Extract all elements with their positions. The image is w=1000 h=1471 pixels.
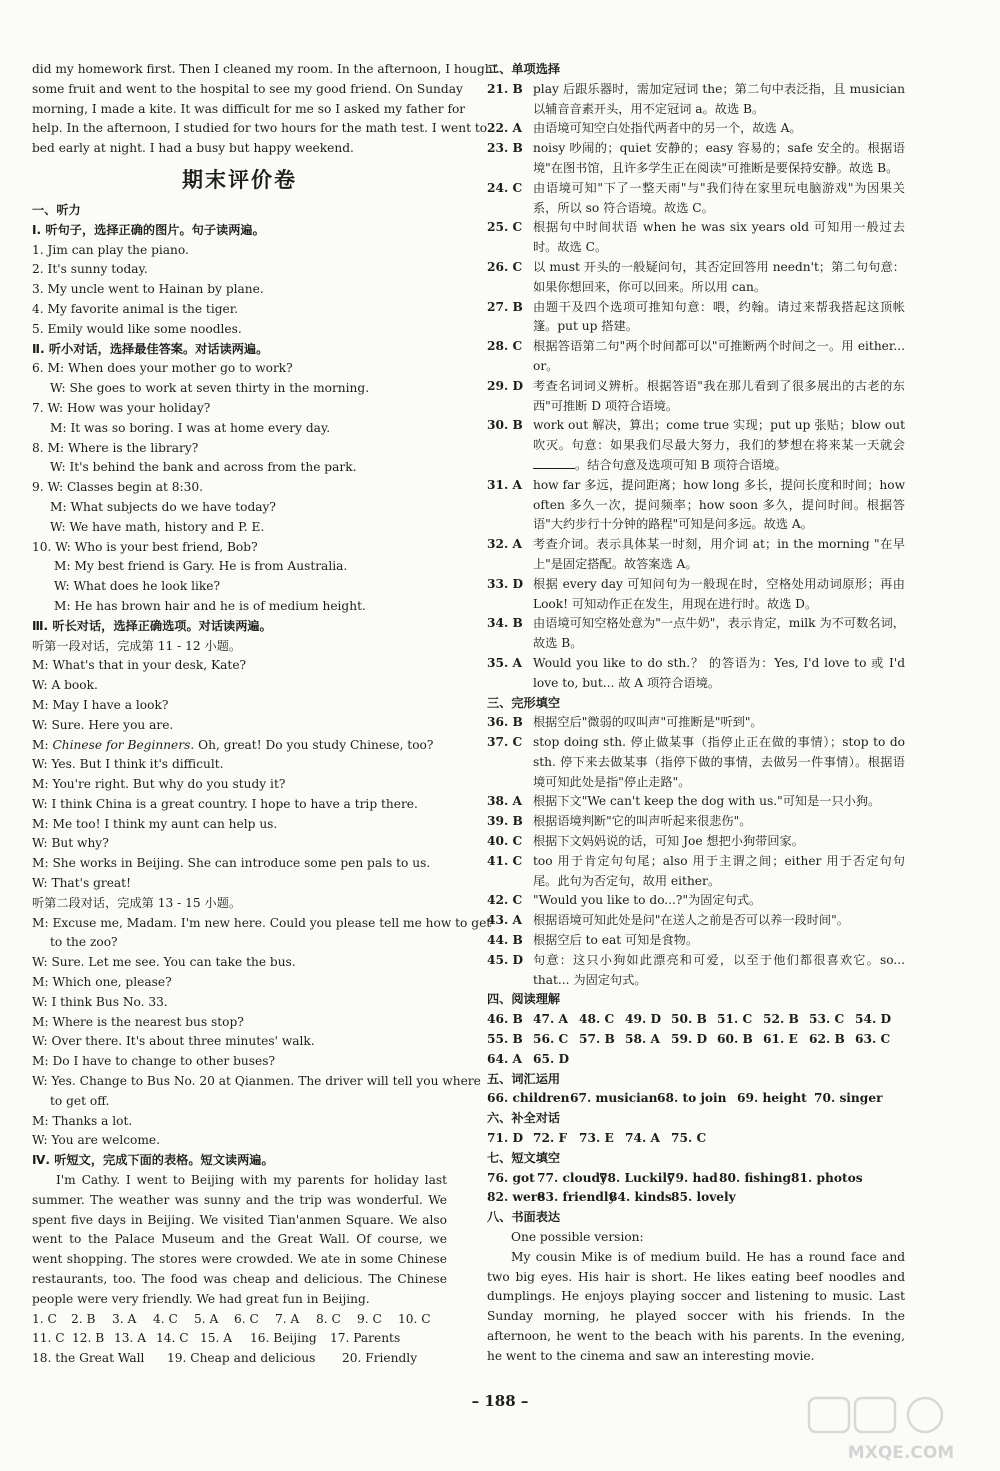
answer-cell: 82. were [487,1190,545,1205]
answer-cell: 71. D [487,1131,524,1146]
section-reading-heading: 四、阅读理解 [487,992,561,1007]
dialog-line: 8. M: Where is the library? [32,440,199,455]
dialog-line: 9. W: Classes begin at 8:30. [32,480,204,495]
dialog-line: W: Yes. Change to Bus No. 20 at Qianmen. The driver will tell you where [32,1074,481,1089]
answer-row [32,1349,447,1369]
answer-number: 42. C [487,893,523,908]
right-column [487,60,905,1367]
answer-cell: 46. B [487,1012,523,1027]
answer-cell: 5. A [194,1311,219,1326]
answer-explanation: 由语境可知空格处意为"一点牛奶"，表示肯定，milk 为不可数名词，故选 B。 [533,616,905,651]
answer-explanation: 根据语境可知此处是问"在送人之前是否可以养一段时间"。 [533,913,849,928]
dialog-line: W: But why? [32,836,109,851]
dialog-line: M: Where is the nearest bus stop? [32,1014,244,1029]
answer-cell: 83. friendly [537,1190,616,1205]
dialog-line: W: We have math, history and P. E. [50,519,265,534]
writing-intro: One possible version: [511,1230,644,1245]
answer-cell: 55. B [487,1032,523,1047]
answer-explanation: Would you like to do sth.？ 的答语为：Yes, I'd love to 或 I'd love to, but... 故 A 项符合语境。 [533,655,905,690]
page-number: – 188 – [471,1392,529,1410]
sentence-line: 3. My uncle went to Hainan by plane. [32,282,264,297]
answer-cell: 2. B [71,1311,96,1326]
dialog-line: M: You're right. But why do you study it? [32,777,286,792]
dialog-line: W: It's behind the bank and across from the park. [50,460,357,475]
section-writing-heading: 八、书面表达 [487,1210,561,1225]
answer-number: 40. C [487,834,523,849]
answer-cell: 3. A [112,1311,137,1326]
answer-item [487,891,905,911]
answer-number: 21. B [487,81,523,96]
answer-item [487,298,905,338]
section-dialog-heading: 六、补全对话 [487,1111,561,1126]
answer-cell: 1. C [32,1311,57,1326]
answer-item [487,832,905,852]
answer-cell: 78. Luckily [599,1170,675,1185]
answer-item [487,614,905,654]
answer-item [487,852,905,892]
dialog-line: W: What does he look like? [54,579,221,594]
answer-cell: 19. Cheap and delicious [167,1351,316,1366]
answer-row [487,1129,905,1149]
part3-heading: Ⅲ. 听长对话，选择正确选项。对话读两遍。 [32,618,272,633]
answer-item [487,476,905,535]
dialog-answers [487,1129,905,1149]
sentence-line: 5. Emily would like some noodles. [32,321,242,336]
answer-row [487,1050,905,1070]
answer-cell: 77. cloudy [537,1170,608,1185]
exam-title: 期末评价卷 [182,167,297,192]
part2-heading: Ⅱ. 听小对话，选择最佳答案。对话读两遍。 [32,341,269,356]
answer-number: 45. D [487,952,524,967]
dialog-line: M: It was so boring. I was at home every day. [50,420,331,435]
text-line: bed early at night. I had a busy but happy weekend. [32,141,354,156]
dialog-line: M: What's that in your desk, Kate? [32,658,247,673]
answer-explanation: 根据空后"微弱的叹叫声"可推断是"听到"。 [533,715,763,730]
answer-explanation: 根据句中时间状语 when he was six years old 可知用一般过去时。故选 C。 [533,220,905,255]
answer-cell: 53. C [809,1012,845,1027]
answer-explanation: play 后跟乐器时，需加定冠词 the；第二句中表泛指，且 musician 以辅音音素开头，用不定冠词 a。故选 B。 [533,81,905,116]
answer-item [487,792,905,812]
dialog-line: 10. W: Who is your best friend, Bob? [32,539,258,554]
answer-cell: 85. lovely [671,1190,736,1205]
answer-row [487,1010,905,1030]
text-line: morning, I made a kite. It was difficult for me so I asked my father for [32,101,466,116]
answer-explanation: 以 must 开头的一般疑问句，其否定回答用 needn't；第二句句意：如果你想回来，你可以回来。所以用 can。 [533,259,905,294]
answer-explanation: 由语境可知"下了一整天雨"与"我们待在家里玩电脑游戏"为因果关系，所以 so 符合语境。故选 C。 [533,180,905,215]
text-line: help. In the afternoon, I studied for two hours for the math test. I went to [32,121,488,136]
cloze-answers [487,713,905,990]
dialog2-heading: 听第二段对话，完成第 13 - 15 小题。 [32,895,242,910]
answer-cell: 18. the Great Wall [32,1351,145,1366]
answer-cell: 61. E [763,1032,798,1047]
passage-fill-answers [487,1169,905,1209]
dialog-line: M: She works in Beijing. She can introduce some pen pals to us. [32,856,431,871]
watermark-logo [805,1394,985,1464]
part1-heading: Ⅰ. 听句子，选择正确的图片。句子读两遍。 [32,222,265,237]
answer-row [32,1329,447,1349]
dialog-line: to get off. [50,1093,110,1108]
answer-explanation: 根据语境判断"它的叫声听起来很悲伤"。 [533,814,752,829]
answer-number: 28. C [487,339,523,354]
answer-number: 37. C [487,735,523,750]
answer-explanation: 由语境可知空白处指代两者中的另一个，故选 A。 [533,121,802,136]
answer-row [32,1310,447,1330]
answer-cell: 52. B [763,1012,799,1027]
answer-cell: 68. to join [657,1091,727,1106]
answer-item [487,80,905,120]
dialog-line: W: Sure. Let me see. You can take the bus. [32,955,296,970]
answer-item [487,931,905,951]
answer-cell: 13. A [114,1331,147,1346]
vocabulary-answers [487,1089,905,1109]
answer-cell: 79. had [667,1170,718,1185]
answer-cell: 49. D [625,1012,662,1027]
answer-number: 39. B [487,814,523,829]
answer-row [487,1188,905,1208]
answer-cell: 8. C [316,1311,341,1326]
answer-item [487,377,905,417]
dialog-line: W: A book. [32,678,98,693]
answer-cell: 16. Beijing [250,1331,317,1346]
dialog-line: M: Me too! I think my aunt can help us. [32,816,278,831]
answer-cell: 4. C [153,1311,178,1326]
answer-explanation: 根据下文"We can't keep the dog with us."可知是一只小狗。 [533,794,881,809]
part2-dialogs [32,359,447,616]
answer-cell: 6. C [234,1311,259,1326]
answer-item [487,218,905,258]
dialog-line: W: That's great! [32,876,131,891]
answer-explanation: "Would you like to do...?"为固定句式。 [533,893,762,908]
left-column [32,60,498,1369]
book-title: Chinese for Beginners [52,737,191,752]
answer-cell: 62. B [809,1032,845,1047]
dialog-line: W: She goes to work at seven thirty in the morning. [50,381,370,396]
answer-explanation: stop doing sth. 停止做某事（指停止正在做的事情）；stop to do sth. 停下来去做某事（指停下做的事情，去做另一件事情）。根据语境可知此处是指"停止走路"。 [533,735,905,789]
answer-number: 29. D [487,378,524,393]
answer-number: 24. C [487,180,523,195]
answer-cell: 50. B [671,1012,707,1027]
section-passage-fill-heading: 七、短文填空 [487,1150,561,1165]
dialog-line: M: Which one, please? [32,975,172,990]
answer-number: 35. A [487,655,522,670]
dialog-line: W: I think Bus No. 33. [32,994,168,1009]
dialog-line: W: You are welcome. [32,1133,161,1148]
answer-number: 30. B [487,418,523,433]
dialog-line: M: My best friend is Gary. He is from Australia. [54,559,348,574]
answer-explanation: 根据空后 to eat 可知是食物。 [533,933,699,948]
section-listening-heading: 一、听力 [32,202,81,217]
dialog1-heading: 听第一段对话，完成第 11 - 12 小题。 [32,638,242,653]
answer-number: 31. A [487,477,522,492]
answer-item [487,416,905,475]
reading-answers [487,1010,905,1069]
answer-number: 34. B [487,616,523,631]
answer-cell: 56. C [533,1032,569,1047]
dialog-line: M: Thanks a lot. [32,1113,133,1128]
answer-explanation: 考查名词词义辨析。根据答语"我在那儿看到了很多展出的古老的东西"可推断 D 项符合语境。 [533,378,905,413]
answer-cell: 12. B [72,1331,105,1346]
answer-cell: 72. F [533,1131,568,1146]
answer-cell: 60. B [717,1032,753,1047]
answer-item [487,713,905,733]
answer-cell: 10. C [398,1311,431,1326]
single-choice-answers [487,80,905,694]
answer-number: 23. B [487,141,523,156]
text-line: some fruit and went to the hospital to see my good friend. On Sunday [32,81,463,96]
fill-blank [533,456,575,469]
answer-number: 41. C [487,853,523,868]
answer-explanation: 根据下文妈妈说的话，可知 Joe 想把小狗带回家。 [533,834,804,849]
answer-number: 43. A [487,913,522,928]
answer-cell: 67. musician [570,1091,658,1106]
dialog-line: M: What subjects do we have today? [50,499,276,514]
answer-cell: 9. C [357,1311,382,1326]
answer-item [487,951,905,991]
answer-cell: 66. children [487,1091,570,1106]
sentence-line: 4. My favorite animal is the tiger. [32,301,239,316]
answer-item [487,654,905,694]
intro-paragraph [32,60,498,159]
answer-explanation: noisy 吵闹的；quiet 安静的；easy 容易的；safe 安全的。根据语境"在图书馆，且许多学生正在阅读"可推断是要保持安静。故选 B。 [533,141,905,175]
answer-explanation: too 用于肯定句句尾；also 用于主谓之间；either 用于否定句句尾。此句为否定句，故用 either。 [533,853,905,888]
answer-item [487,535,905,575]
text-line: did my homework first. Then I cleaned my room. In the afternoon, I hought [32,62,498,76]
dialog-line: W: I think China is a great country. I hope to have a trip there. [32,796,418,811]
answer-cell: 15. A [200,1331,233,1346]
answer-item [487,337,905,377]
answer-explanation: how far 多远，提问距离；how long 多长，提问长度和时间；how often 多久一次，提问频率；how soon 多久，提问时间。根据答语"大约步行十分钟的路程"可知是问多远。故选 A。 [533,477,905,532]
dialog-line: 6. M: When does your mother go to work? [32,361,293,376]
section-vocabulary-heading: 五、词汇运用 [487,1071,561,1086]
answer-explanation: 根据答语第二句"两个时间都可以"可推断两个时间之一。用 either... or。 [533,339,905,373]
dialog1-lines [32,656,447,894]
answer-number: 33. D [487,576,524,591]
answer-item [487,258,905,298]
part1-sentences [32,241,447,340]
section-single-choice-heading: 二、单项选择 [487,62,561,76]
answer-item [487,812,905,832]
answer-cell: 80. fishing [719,1170,792,1185]
answer-number: 38. A [487,794,522,809]
dialog-line: M: Excuse me, Madam. I'm new here. Could you please tell me how to get [32,915,492,930]
answer-number: 27. B [487,299,523,314]
answer-cell: 20. Friendly [342,1351,418,1366]
sentence-line: 2. It's sunny today. [32,262,148,277]
answer-cell: 65. D [533,1051,570,1066]
answer-cell: 51. C [717,1012,753,1027]
answer-cell: 14. C [156,1331,189,1346]
answer-number: 36. B [487,715,523,730]
answer-cell: 11. C [32,1331,65,1346]
dialog-line: M: He has brown hair and he is of medium height. [54,598,366,613]
writing-essay: My cousin Mike is of medium build. He has a round face and two big eyes. His hair is short. He likes eating beef noodles and dumplings. He enjoys playing soccer and listening to music. Last Sunday morning, he played soccer with his friends. In the afternoon, he went to the beach with his parents. In the evening, he went to the cinema and saw an interesting movie. [487,1249,905,1363]
answer-cell: 48. C [579,1012,615,1027]
answer-explanation: 考查介词。表示具体某一时刻，用介词 at；in the morning "在早上"是固定搭配。故答案选 A。 [533,537,905,571]
answer-cell: 74. A [625,1131,660,1146]
dialog2-lines [32,914,492,1152]
answer-cell: 58. A [625,1032,660,1047]
answer-row [487,1169,905,1189]
answer-cell: 76. got [487,1170,535,1185]
answer-cell: 81. photos [791,1170,863,1185]
answer-item [487,733,905,792]
answer-number: 25. C [487,220,523,235]
answer-row [487,1030,905,1050]
answer-item [487,179,905,219]
answer-number: 44. B [487,933,523,948]
answer-number: 22. A [487,121,522,136]
answer-explanation: 由题干及四个选项可推知句意：喂，约翰。请过来帮我搭起这顶帐篷。put up 搭建。 [533,299,905,334]
dialog-line: to the zoo? [50,935,118,950]
answer-cell: 57. B [579,1032,615,1047]
answer-cell: 70. singer [814,1091,883,1106]
answer-cell: 84. kinds [609,1190,672,1205]
sentence-line: 1. Jim can play the piano. [32,242,189,257]
answer-cell: 73. E [579,1131,614,1146]
answer-number: 32. A [487,537,522,552]
listening-passage: I'm Cathy. I went to Beijing with my parents for holiday last summer. The weather was sunny and the trip was wonderful. We spent five days in Beijing. We visited Tian'anmen Square. We also went to the Palace Museum and the Great Wall. Of course, we went shopping. The stores were crowded. We ate in some Chinese restaurants, too. The food was cheap and delicious. The Chinese people were very friendly. We had great fun in Beijing. [32,1173,447,1306]
answer-item [487,119,905,139]
answer-cell: 47. A [533,1012,568,1027]
answer-cell: 7. A [275,1311,300,1326]
answer-cell: 63. C [855,1032,891,1047]
dialog-line: W: Sure. Here you are. [32,717,174,732]
answer-item [487,911,905,931]
answer-cell: 69. height [737,1091,807,1106]
answer-explanation: 根据 every day 可知问句为一般现在时，空格处用动词原形；再由 Look! 可知动作正在发生，用现在进行时。故选 D。 [533,576,905,611]
dialog-line: W: Over there. It's about three minutes' walk. [32,1034,315,1049]
answer-cell: 59. D [671,1032,708,1047]
section-cloze-heading: 三、完形填空 [487,695,561,710]
dialog-line: M: Do I have to change to other buses? [32,1054,276,1069]
answer-explanation: 句意：这只小狗如此漂亮和可爱，以至于他们都很喜欢它。so... that... 为固定句式。 [533,952,905,987]
dialog-line: M: May I have a look? [32,697,169,712]
part4-heading: Ⅳ. 听短文，完成下面的表格。短文读两遍。 [32,1153,274,1168]
dialog-line: 7. W: How was your holiday? [32,400,211,415]
answer-cell: 75. C [671,1131,707,1146]
answer-number: 26. C [487,259,523,274]
dialog-line: M: Chinese for Beginners. Oh, great! Do you study Chinese, too? [32,737,434,752]
answer-item [487,575,905,615]
dialog-line: W: Yes. But I think it's difficult. [32,757,224,772]
answer-cell: 17. Parents [330,1331,401,1346]
answer-cell: 54. D [855,1012,892,1027]
answer-row [487,1089,905,1109]
watermark-text: MXQE.COM [847,1443,955,1463]
answer-cell: 64. A [487,1051,522,1066]
answer-item [487,139,905,179]
listening-answer-key [32,1310,447,1369]
answer-explanation: work out 解决，算出；come true 实现；put up 张贴；blow out 吹灭。句意：如果我们尽最大努力，我们的梦想在将来某一天就会 。结合句意及选项可知 B 项符合语境。 [533,418,905,472]
